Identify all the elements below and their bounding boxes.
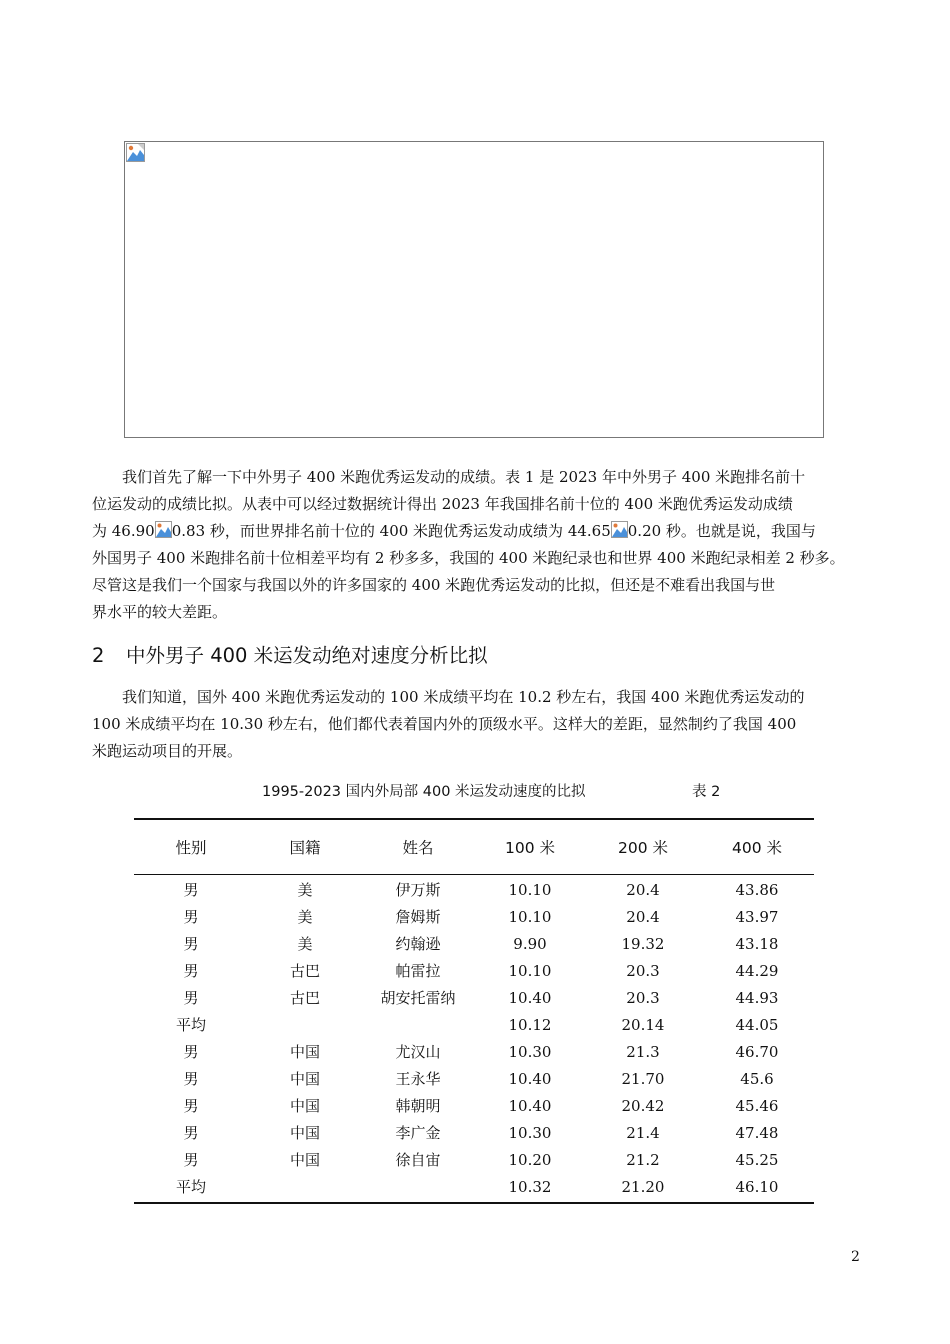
cell-200m: 20.42 (621, 1096, 665, 1115)
cell-gender: 男 (183, 1124, 199, 1142)
cell-100m: 10.40 (508, 988, 552, 1007)
cell-400m: 43.86 (735, 880, 779, 899)
text-line: 我们首先了解一下中外男子 400 米跑优秀运发动的成绩。表 1 是 2023 年中外男子 400 米跑排名前十 (122, 468, 806, 486)
text-line: 米跑运动项目的开展。 (92, 742, 243, 760)
column-header-name: 姓名 (402, 839, 434, 857)
cell-400m: 45.25 (735, 1150, 779, 1169)
cell-200m: 20.4 (626, 907, 660, 926)
speed-comparison-table (134, 820, 814, 1200)
cell-gender: 平均 (175, 1016, 206, 1034)
table-row (134, 957, 814, 984)
cell-100m: 10.10 (508, 961, 552, 980)
table-label: 表 2 (692, 784, 721, 800)
table-row (134, 1173, 814, 1200)
cell-200m: 20.3 (626, 961, 660, 980)
table-row (134, 1038, 814, 1065)
cell-name (362, 1011, 474, 1038)
cell-nationality: 中国 (289, 1151, 320, 1169)
cell-400m: 45.46 (735, 1096, 779, 1115)
cell-gender: 男 (183, 1151, 199, 1169)
cell-100m: 10.32 (508, 1177, 552, 1196)
cell-200m: 19.32 (621, 934, 665, 953)
cell-200m: 21.70 (621, 1069, 665, 1088)
cell-400m: 43.97 (735, 907, 779, 926)
cell-200m: 21.2 (626, 1150, 660, 1169)
column-header-100m: 100 米 (504, 839, 555, 857)
cell-nationality: 美 (297, 908, 313, 926)
text-fragment: 0.20 秒。也就是说，我国与 (627, 522, 816, 540)
cell-400m: 44.05 (735, 1015, 779, 1034)
section-heading (92, 640, 488, 668)
table-row (134, 1011, 814, 1038)
cell-nationality: 中国 (289, 1124, 320, 1142)
cell-200m: 20.14 (621, 1015, 665, 1034)
cell-nationality: 中国 (289, 1070, 320, 1088)
table-row (134, 984, 814, 1011)
text-line (92, 518, 862, 545)
table-header-row (134, 820, 814, 874)
column-header-gender: 性别 (175, 839, 207, 857)
text-fragment: 0.83 秒，而世界排名前十位的 400 米跑优秀运发动成绩为 44.65 (171, 522, 611, 540)
cell-gender: 男 (183, 1043, 199, 1061)
cell-400m: 44.93 (735, 988, 779, 1007)
broken-image-icon (155, 521, 172, 538)
cell-nationality: 美 (297, 935, 313, 953)
page-number: 2 (851, 1249, 860, 1265)
cell-gender: 平均 (175, 1178, 206, 1196)
cell-200m: 20.3 (626, 988, 660, 1007)
cell-nationality: 古巴 (289, 989, 320, 1007)
cell-name: 詹姆斯 (395, 908, 441, 926)
cell-400m: 44.29 (735, 961, 779, 980)
table-bottom-rule (134, 1202, 814, 1204)
cell-gender: 男 (183, 1070, 199, 1088)
cell-100m: 10.10 (508, 880, 552, 899)
cell-100m: 9.90 (513, 934, 547, 953)
column-header-200m: 200 米 (617, 839, 668, 857)
column-header-400m: 400 米 (731, 839, 782, 857)
cell-gender: 男 (183, 908, 199, 926)
cell-200m: 20.4 (626, 880, 660, 899)
text-line: 我们知道，国外 400 米跑优秀运发动的 100 米成绩平均在 10.2 秒左右，我国 400 米跑优秀运发动的 (122, 688, 805, 706)
cell-100m: 10.30 (508, 1042, 552, 1061)
text-line: 界水平的较大差距。 (92, 603, 228, 621)
figure-placeholder (124, 141, 824, 438)
column-header-nationality: 国籍 (289, 839, 321, 857)
cell-100m: 10.10 (508, 907, 552, 926)
table-row (134, 1146, 814, 1173)
cell-gender: 男 (183, 989, 199, 1007)
table-row (134, 1092, 814, 1119)
cell-200m: 21.20 (621, 1177, 665, 1196)
text-fragment: 为 46.90 (92, 522, 155, 540)
section-title: 中外男子 400 米运发动绝对速度分析比拟 (126, 644, 488, 667)
table-row (134, 1065, 814, 1092)
cell-nationality: 中国 (289, 1097, 320, 1115)
cell-gender: 男 (183, 962, 199, 980)
cell-nationality: 中国 (289, 1043, 320, 1061)
cell-name: 尤汉山 (395, 1043, 441, 1061)
cell-nationality: 美 (297, 881, 313, 899)
table-title: 1995-2023 国内外局部 400 米运发动速度的比拟 (262, 784, 586, 800)
text-line: 尽管这是我们一个国家与我国以外的许多国家的 400 米跑优秀运发动的比拟，但还是不难看出我国与世 (92, 576, 776, 594)
cell-nationality: 古巴 (289, 962, 320, 980)
cell-400m: 45.6 (740, 1069, 774, 1088)
cell-name: 伊万斯 (395, 881, 441, 899)
cell-name: 王永华 (395, 1070, 441, 1088)
cell-100m: 10.40 (508, 1096, 552, 1115)
text-line: 外国男子 400 米跑排名前十位相差平均有 2 秒多多，我国的 400 米跑纪录也和世界 400 米跑纪录相差 2 秒多。 (92, 549, 845, 567)
text-line: 100 米成绩平均在 10.30 秒左右，他们都代表着国内外的顶级水平。这样大的差距，显然制约了我国 400 (92, 715, 797, 733)
cell-100m: 10.20 (508, 1150, 552, 1169)
cell-200m: 21.4 (626, 1123, 660, 1142)
section-number: 2 (92, 644, 105, 667)
cell-name: 韩朝明 (395, 1097, 441, 1115)
cell-400m: 46.70 (735, 1042, 779, 1061)
cell-name: 约翰逊 (395, 935, 441, 953)
cell-400m: 46.10 (735, 1177, 779, 1196)
cell-gender: 男 (183, 881, 199, 899)
cell-200m: 21.3 (626, 1042, 660, 1061)
table-row (134, 930, 814, 957)
cell-400m: 43.18 (735, 934, 779, 953)
table-row (134, 1119, 814, 1146)
table-row (134, 903, 814, 930)
cell-gender: 男 (183, 935, 199, 953)
cell-name: 徐自宙 (395, 1151, 441, 1169)
text-line: 位运发动的成绩比拟。从表中可以经过数据统计得出 2023 年我国排名前十位的 400 米跑优秀运发动成绩 (92, 495, 793, 513)
cell-name: 李广金 (395, 1124, 441, 1142)
cell-name (362, 1173, 474, 1200)
cell-gender: 男 (183, 1097, 199, 1115)
cell-100m: 10.30 (508, 1123, 552, 1142)
cell-nationality (248, 1011, 362, 1038)
cell-400m: 47.48 (735, 1123, 779, 1142)
broken-image-icon (126, 143, 145, 162)
paragraph-speed-intro (92, 684, 862, 765)
cell-nationality (248, 1173, 362, 1200)
broken-image-icon (611, 521, 628, 538)
cell-100m: 10.40 (508, 1069, 552, 1088)
cell-name: 胡安托雷纳 (380, 989, 456, 1007)
paragraph-results-intro (92, 464, 862, 626)
table-row (134, 874, 814, 903)
table-body (134, 874, 814, 1200)
cell-100m: 10.12 (508, 1015, 552, 1034)
cell-name: 帕雷拉 (395, 962, 441, 980)
